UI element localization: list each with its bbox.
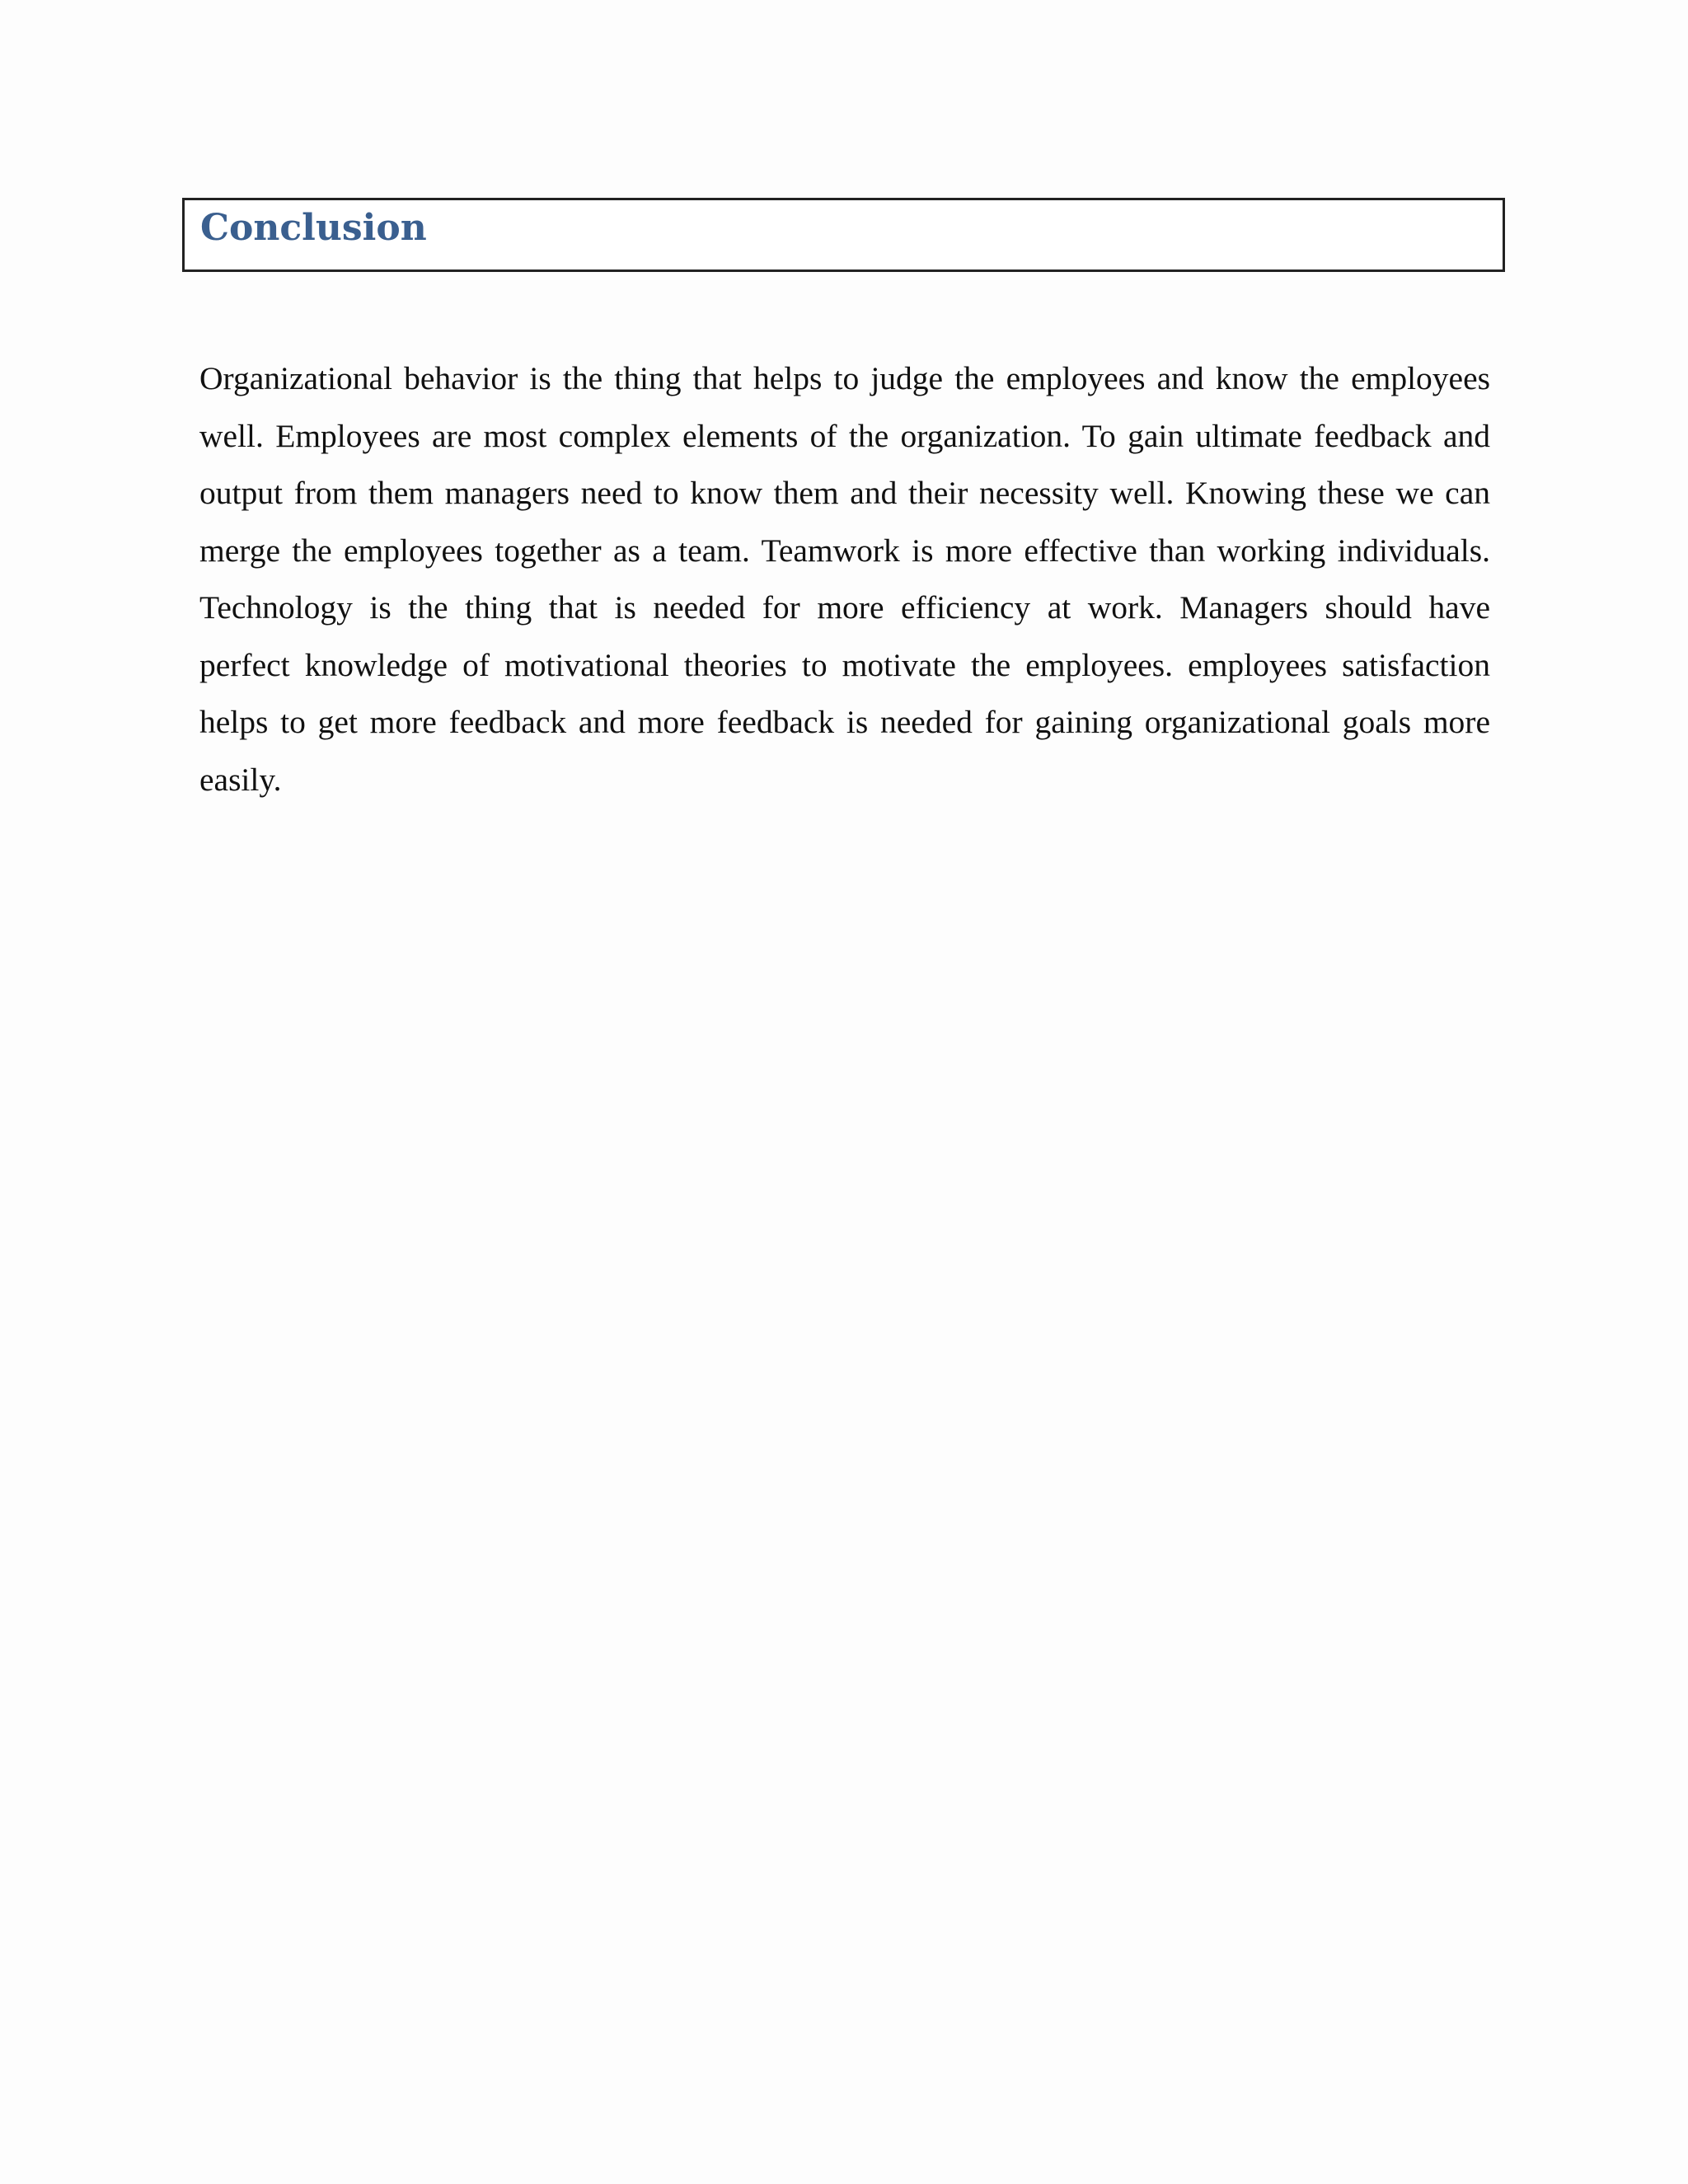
heading-box bbox=[182, 198, 1505, 272]
conclusion-paragraph: Organizational behavior is the thing that helps to judge the employees and know the employees well. Employees are most complex elements of the organization. To gain ultimate feedback and output from them managers need to know them and their necessity well. Knowing these we can merge the employees together as a team. Teamwork is more effective than working individuals. Technology is the thing that is needed for more efficiency at work. Managers should have perfect knowledge of motivational theories to motivate the employees. employees satisfaction helps to get more feedback and more feedback is needed for gaining organizational goals more easily. bbox=[199, 360, 1490, 798]
section-heading: Conclusion bbox=[200, 207, 427, 249]
